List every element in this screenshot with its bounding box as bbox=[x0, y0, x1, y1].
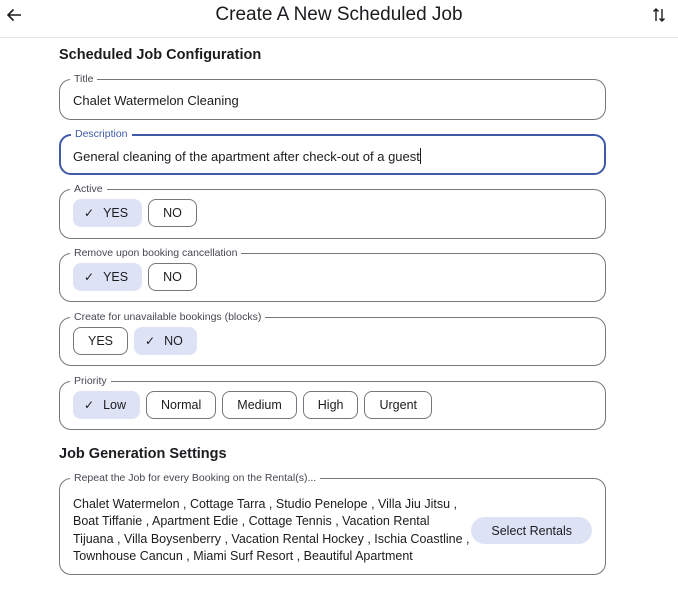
chip-label: NO bbox=[163, 206, 182, 220]
remove-on-cancel-no-chip[interactable] bbox=[148, 263, 197, 291]
unavailable-yes-chip[interactable] bbox=[73, 327, 128, 355]
remove-on-cancel-yes-chip[interactable] bbox=[73, 263, 142, 291]
priority-chip-group bbox=[73, 391, 432, 419]
chip-label: Medium bbox=[237, 398, 282, 412]
active-field bbox=[59, 183, 606, 239]
remove-on-cancel-field bbox=[59, 247, 606, 302]
active-field-label: Active bbox=[70, 183, 107, 195]
sort-arrows-icon[interactable] bbox=[648, 4, 670, 26]
title-field-value[interactable]: Chalet Watermelon Cleaning bbox=[73, 93, 239, 108]
select-rentals-button[interactable]: Select Rentals bbox=[471, 517, 592, 544]
check-icon: ✓ bbox=[84, 270, 95, 284]
rentals-field-label: Repeat the Job for every Booking on the Rental(s)... bbox=[70, 472, 320, 484]
priority-low-chip[interactable] bbox=[73, 391, 140, 419]
priority-medium-chip[interactable] bbox=[222, 391, 296, 419]
chip-label: NO bbox=[164, 334, 183, 348]
text-caret bbox=[420, 148, 421, 164]
description-field-value: General cleaning of the apartment after check-out of a guest bbox=[73, 149, 420, 164]
rentals-field bbox=[59, 472, 606, 575]
title-field[interactable] bbox=[59, 73, 606, 120]
unavailable-no-chip[interactable] bbox=[134, 327, 197, 355]
priority-normal-chip[interactable] bbox=[146, 391, 216, 419]
chip-label: YES bbox=[103, 270, 129, 284]
unavailable-bookings-field bbox=[59, 311, 606, 366]
check-icon: ✓ bbox=[84, 398, 95, 412]
chip-label: NO bbox=[163, 270, 182, 284]
chip-label: YES bbox=[103, 206, 129, 220]
chip-label: Normal bbox=[161, 398, 202, 412]
priority-field bbox=[59, 375, 606, 430]
active-chip-group bbox=[73, 199, 197, 227]
remove-on-cancel-chip-group bbox=[73, 263, 197, 291]
app-bar bbox=[0, 0, 678, 38]
page-title: Create A New Scheduled Job bbox=[215, 4, 463, 25]
active-yes-chip[interactable] bbox=[73, 199, 142, 227]
chip-label: Urgent bbox=[379, 398, 418, 412]
generation-section-title: Job Generation Settings bbox=[59, 446, 227, 462]
chip-label: Low bbox=[103, 398, 126, 412]
chip-label: High bbox=[317, 398, 344, 412]
unavailable-bookings-chip-group bbox=[73, 327, 197, 355]
active-no-chip[interactable] bbox=[148, 199, 197, 227]
check-icon: ✓ bbox=[84, 206, 95, 220]
remove-on-cancel-label: Remove upon booking cancellation bbox=[70, 247, 241, 259]
description-field-label: Description bbox=[71, 128, 132, 140]
description-field-value-wrapper[interactable] bbox=[73, 148, 421, 164]
description-field[interactable] bbox=[59, 128, 606, 175]
chip-label: YES bbox=[88, 334, 114, 348]
selected-rentals-list: Chalet Watermelon , Cottage Tarra , Studio Penelope , Villa Jiu Jitsu , Boat Tiffanie , Apartment Edie , Cottage Tennis , Vacation Rental Tijuana , Villa Boysenberry , Vacation Rental Hockey , Ischia Coastline , Townhouse Cancun , Miami Surf Resort , Beautiful Apartment bbox=[73, 497, 470, 563]
priority-high-chip[interactable] bbox=[303, 391, 359, 419]
priority-urgent-chip[interactable] bbox=[364, 391, 432, 419]
unavailable-bookings-label: Create for unavailable bookings (blocks) bbox=[70, 311, 265, 323]
title-field-label: Title bbox=[70, 73, 97, 85]
config-section-title: Scheduled Job Configuration bbox=[59, 47, 262, 63]
priority-field-label: Priority bbox=[70, 375, 111, 387]
check-icon: ✓ bbox=[145, 334, 156, 348]
